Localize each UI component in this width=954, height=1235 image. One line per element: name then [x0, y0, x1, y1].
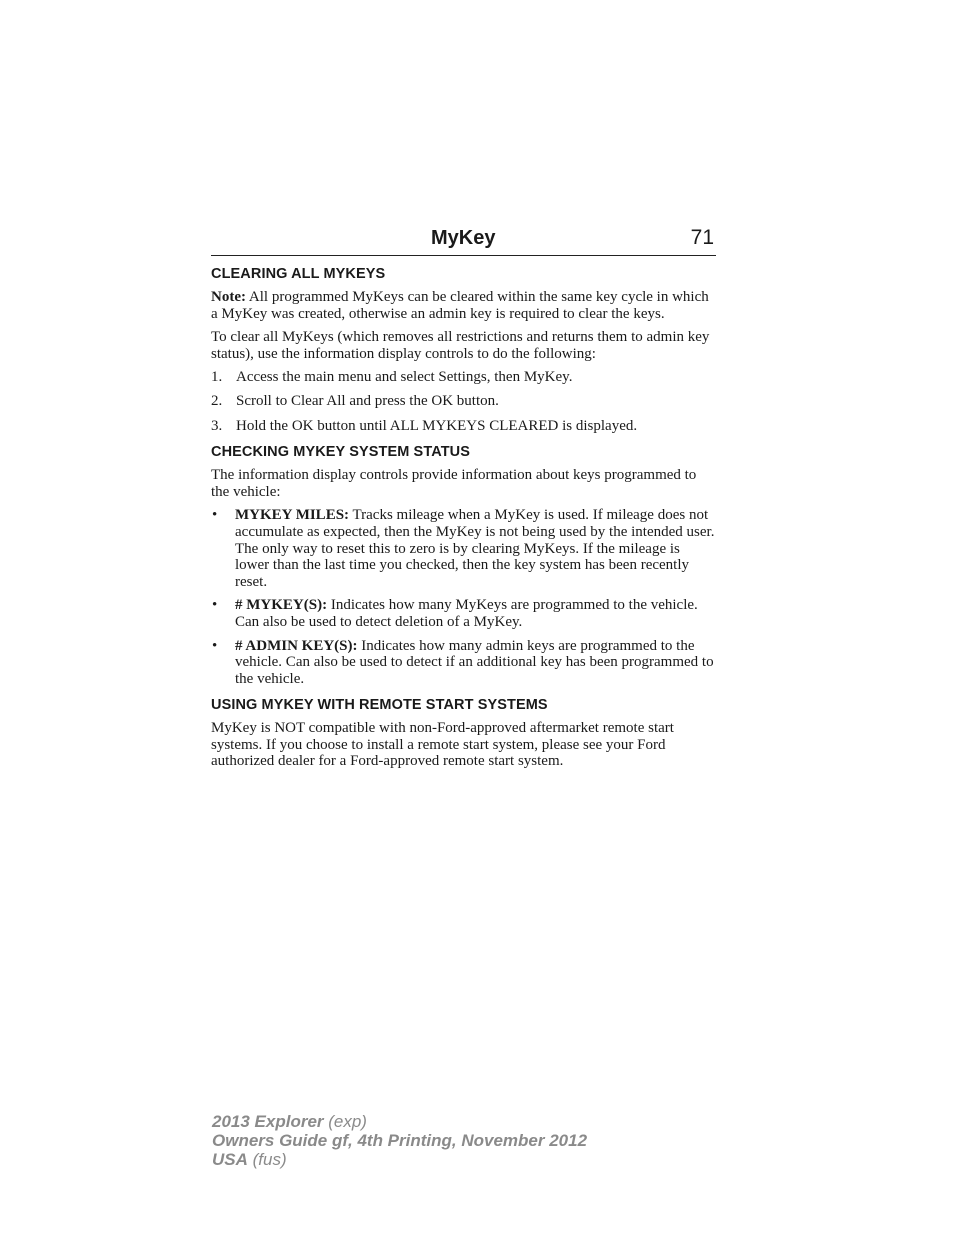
- bullet-icon: •: [212, 637, 218, 654]
- list-item: [211, 597, 716, 630]
- bullet-content: [235, 507, 716, 590]
- step-number: 3.: [211, 417, 223, 434]
- bullet-icon: •: [212, 597, 218, 614]
- list-item: [211, 418, 716, 435]
- bullet-term: # ADMIN KEY(S):: [235, 637, 358, 654]
- bullet-text: Tracks mileage when a MyKey is used. If mileage does not accumulate as expected, then the MyKey is not being used by the intended user. The only way to reset this to zero is by clearing MyKeys. If the mileage is lower than the last time you checked, then the key system has been recently reset.: [235, 507, 715, 590]
- page-footer: [212, 1112, 587, 1169]
- remote-paragraph: MyKey is NOT compatible with non-Ford-approved aftermarket remote start systems. If you choose to install a remote start system, please see your Ford authorized dealer for a Ford-approved remote start system.: [211, 720, 674, 770]
- step-text: Access the main menu and select Settings, then MyKey.: [236, 369, 573, 386]
- section-heading-status: CHECKING MYKEY SYSTEM STATUS: [211, 444, 470, 461]
- page-title: MyKey: [431, 227, 496, 249]
- page-header: [211, 226, 716, 256]
- list-item: [211, 369, 716, 386]
- bullet-text: Indicates how many MyKeys are programmed to the vehicle. Can also be used to detect deletion of a MyKey.: [235, 597, 698, 630]
- bullet-text: Indicates how many admin keys are programmed to the vehicle. Can also be used to detect if an additional key has been programmed to the vehicle.: [235, 637, 714, 687]
- bullet-content: [235, 638, 716, 688]
- clearing-steps-list: [211, 369, 716, 434]
- list-item: [211, 638, 716, 688]
- page-number: 71: [690, 226, 714, 249]
- bullet-content: [235, 597, 716, 630]
- footer-line-edition: Owners Guide gf, 4th Printing, November 2012: [212, 1131, 588, 1150]
- bullet-term: MYKEY MILES:: [235, 507, 350, 524]
- footer-line-market: [212, 1150, 587, 1169]
- footer-market: USA: [212, 1150, 248, 1169]
- step-number: 1.: [211, 369, 223, 386]
- section-heading-remote: USING MYKEY WITH REMOTE START SYSTEMS: [211, 697, 548, 714]
- section-heading-clearing: CLEARING ALL MYKEYS: [211, 266, 386, 282]
- list-item: [211, 507, 716, 590]
- bullet-icon: •: [212, 507, 218, 524]
- list-item: [211, 393, 716, 410]
- status-intro: The information display controls provide information about keys programmed to the vehicle:: [211, 467, 697, 500]
- footer-market-code: (fus): [247, 1150, 287, 1169]
- step-text: Scroll to Clear All and press the OK button.: [236, 393, 499, 410]
- manual-page: [211, 226, 716, 777]
- note-text: All programmed MyKeys can be cleared within the same key cycle in which a MyKey was created, otherwise an admin key is required to clear the keys.: [211, 289, 709, 322]
- clearing-intro: To clear all MyKeys (which removes all restrictions and returns them to admin key status), use the information display controls to do the following:: [211, 329, 710, 362]
- bullet-term: # MYKEY(S):: [235, 597, 328, 614]
- footer-line-model: [212, 1112, 587, 1131]
- note-paragraph: [211, 289, 716, 322]
- step-number: 2.: [211, 393, 223, 410]
- footer-model: 2013 Explorer: [212, 1112, 324, 1131]
- note-label: Note:: [211, 289, 246, 305]
- status-bullet-list: [211, 507, 716, 687]
- footer-model-code: (exp): [323, 1112, 367, 1131]
- step-text: Hold the OK button until ALL MYKEYS CLEARED is displayed.: [236, 417, 638, 434]
